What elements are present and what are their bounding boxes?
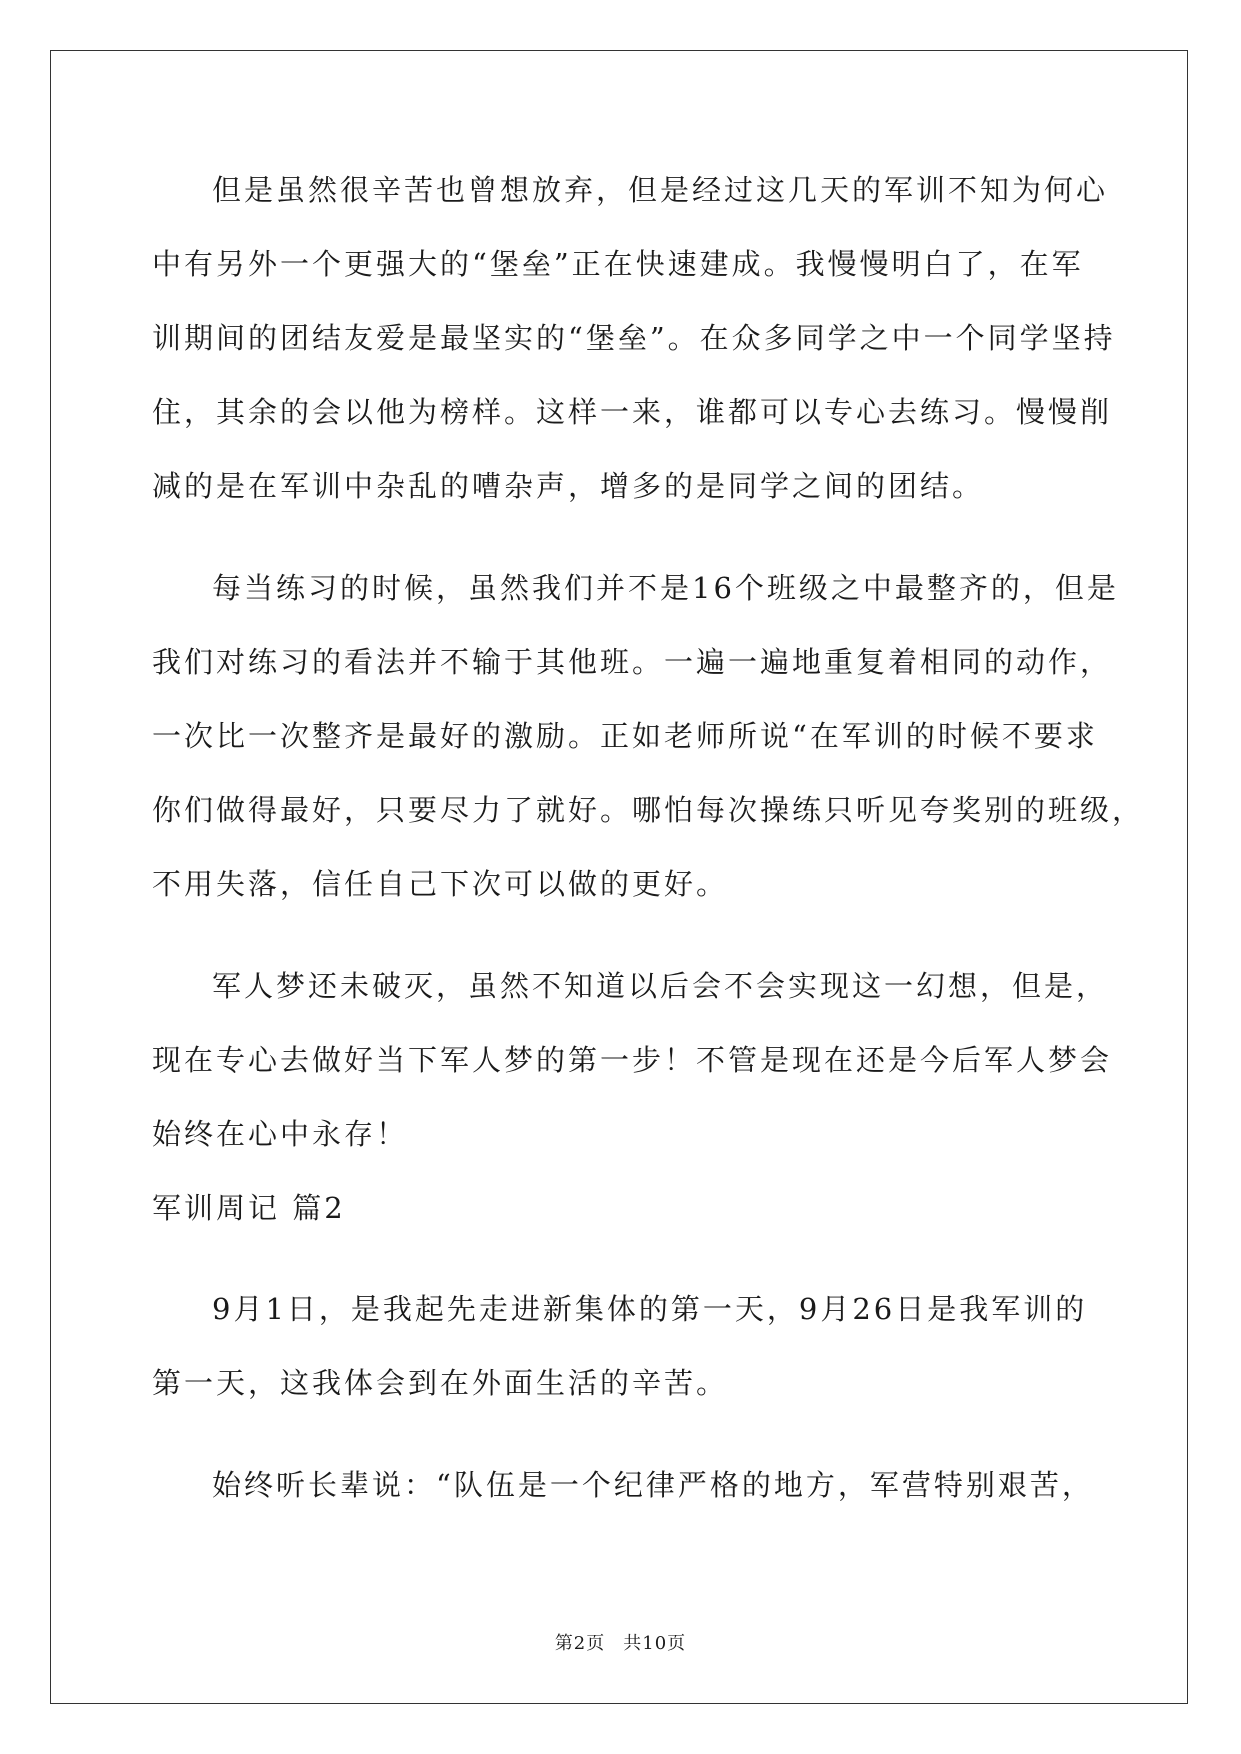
paragraph-1-line-2: 中有另外一个更强大的“堡垒”正在快速建成。我慢慢明白了，在军 — [152, 247, 1084, 281]
paragraph-3-line-3: 始终在心中永存！ — [152, 1117, 409, 1151]
page-number: 第2页 — [554, 1633, 606, 1654]
page-total: 共10页 — [623, 1633, 687, 1654]
paragraph-2-line-1: 每当练习的时候，虽然我们并不是16个班级之中最整齐的，但是 — [212, 571, 1119, 605]
paragraph-1-line-1: 但是虽然很辛苦也曾想放弃，但是经过这几天的军训不知为何心 — [212, 173, 1109, 207]
paragraph-1-line-3: 训期间的团结友爱是最坚实的“堡垒”。在众多同学之中一个同学坚持 — [152, 321, 1116, 355]
paragraph-2-line-2: 我们对练习的看法并不输于其他班。一遍一遍地重复着相同的动作， — [152, 645, 1113, 679]
paragraph-1-line-4: 住，其余的会以他为榜样。这样一来，谁都可以专心去练习。慢慢削 — [152, 395, 1113, 429]
paragraph-2-line-5: 不用失落，信任自己下次可以做的更好。 — [152, 867, 729, 901]
paragraph-3-line-1: 军人梦还未破灭，虽然不知道以后会不会实现这一幻想，但是， — [212, 969, 1109, 1003]
paragraph-2-line-3: 一次比一次整齐是最好的激励。正如老师所说“在军训的时候不要求 — [152, 719, 1098, 753]
paragraph-4-line-1: 9月1日，是我起先走进新集体的第一天，9月26日是我军训的 — [212, 1292, 1088, 1326]
paragraph-1-line-5: 减的是在军训中杂乱的嘈杂声，增多的是同学之间的团结。 — [152, 469, 985, 503]
page-footer — [0, 1632, 1241, 1656]
paragraph-5-line-1: 始终听长辈说：“队伍是一个纪律严格的地方，军营特别艰苦， — [212, 1468, 1094, 1502]
section-heading: 军训周记 篇2 — [152, 1191, 346, 1225]
paragraph-4-line-2: 第一天，这我体会到在外面生活的辛苦。 — [152, 1366, 729, 1400]
paragraph-2-line-4: 你们做得最好，只要尽力了就好。哪怕每次操练只听见夸奖别的班级， — [152, 793, 1145, 827]
paragraph-3-line-2: 现在专心去做好当下军人梦的第一步！不管是现在还是今后军人梦会 — [152, 1043, 1113, 1077]
